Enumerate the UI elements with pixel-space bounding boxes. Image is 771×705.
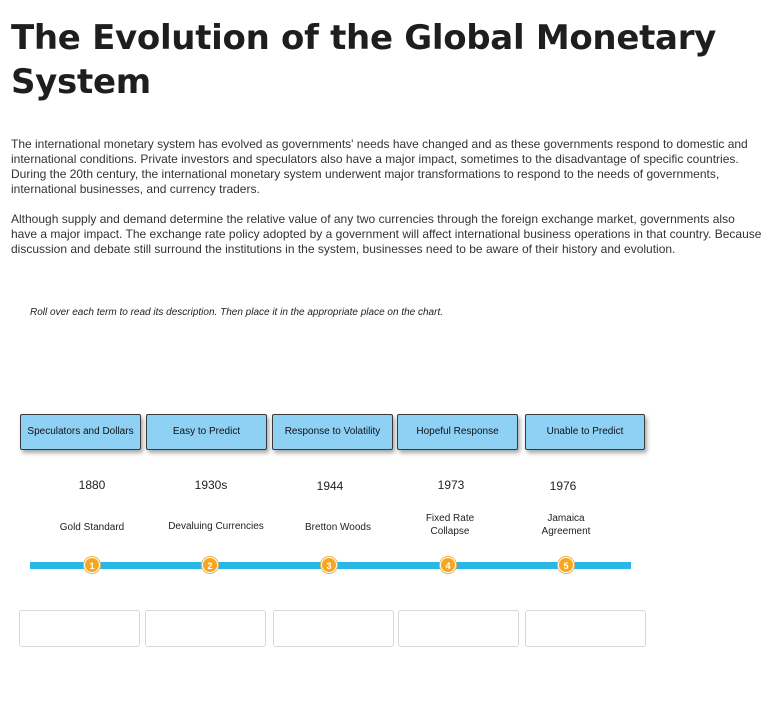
timeline-year-5: 1976 xyxy=(549,479,577,493)
timeline-marker-5: 5 xyxy=(558,557,574,573)
timeline-marker-3: 3 xyxy=(321,557,337,573)
timeline-event-1: Gold Standard xyxy=(59,522,125,533)
timeline-event-5: Jamaica Agreement xyxy=(541,513,591,537)
timeline-year-1: 1880 xyxy=(78,478,106,492)
term-speculators-and-dollars[interactable]: Speculators and Dollars xyxy=(20,414,141,450)
activity-instructions: Roll over each term to read its description. Then place it in the appropriate place on the chart. xyxy=(30,307,444,318)
drop-slot-3[interactable] xyxy=(273,610,394,647)
drop-slot-4[interactable] xyxy=(398,610,519,647)
timeline-event-2: Devaluing Currencies xyxy=(168,521,264,532)
timeline-marker-1: 1 xyxy=(84,557,100,573)
drop-slot-5[interactable] xyxy=(525,610,646,647)
term-unable-to-predict[interactable]: Unable to Predict xyxy=(525,414,645,450)
timeline-year-3: 1944 xyxy=(316,479,344,493)
intro-paragraph-1: The international monetary system has evolved as governments' needs have changed and as these governments respond to domestic and international conditions. Private investors and speculators also have a major impact, sometimes to the disadvantage of specific countries. During the 20th century, the international monetary system underwent major transformations to respond to the needs of governments, international businesses, and currency traders. xyxy=(11,137,748,196)
drop-slot-2[interactable] xyxy=(145,610,266,647)
timeline-event-3: Bretton Woods xyxy=(305,522,371,533)
intro-paragraph-2: Although supply and demand determine the relative value of any two currencies through the foreign exchange market, governments also have a major impact. The exchange rate policy adopted by a government will affect international business operations in that country. Because discussion and debate still surround the institutions in the system, businesses need to be aware of their history and evolution. xyxy=(11,212,762,256)
drop-slot-1[interactable] xyxy=(19,610,140,647)
timeline-event-4: Fixed Rate Collapse xyxy=(425,513,475,537)
term-response-to-volatility[interactable]: Response to Volatility xyxy=(272,414,393,450)
timeline-year-2: 1930s xyxy=(194,478,228,492)
timeline-marker-4: 4 xyxy=(440,557,456,573)
timeline-year-4: 1973 xyxy=(437,478,465,492)
timeline-marker-2: 2 xyxy=(202,557,218,573)
term-easy-to-predict[interactable]: Easy to Predict xyxy=(146,414,267,450)
page-title: The Evolution of the Global Monetary System xyxy=(11,18,717,102)
term-hopeful-response[interactable]: Hopeful Response xyxy=(397,414,518,450)
